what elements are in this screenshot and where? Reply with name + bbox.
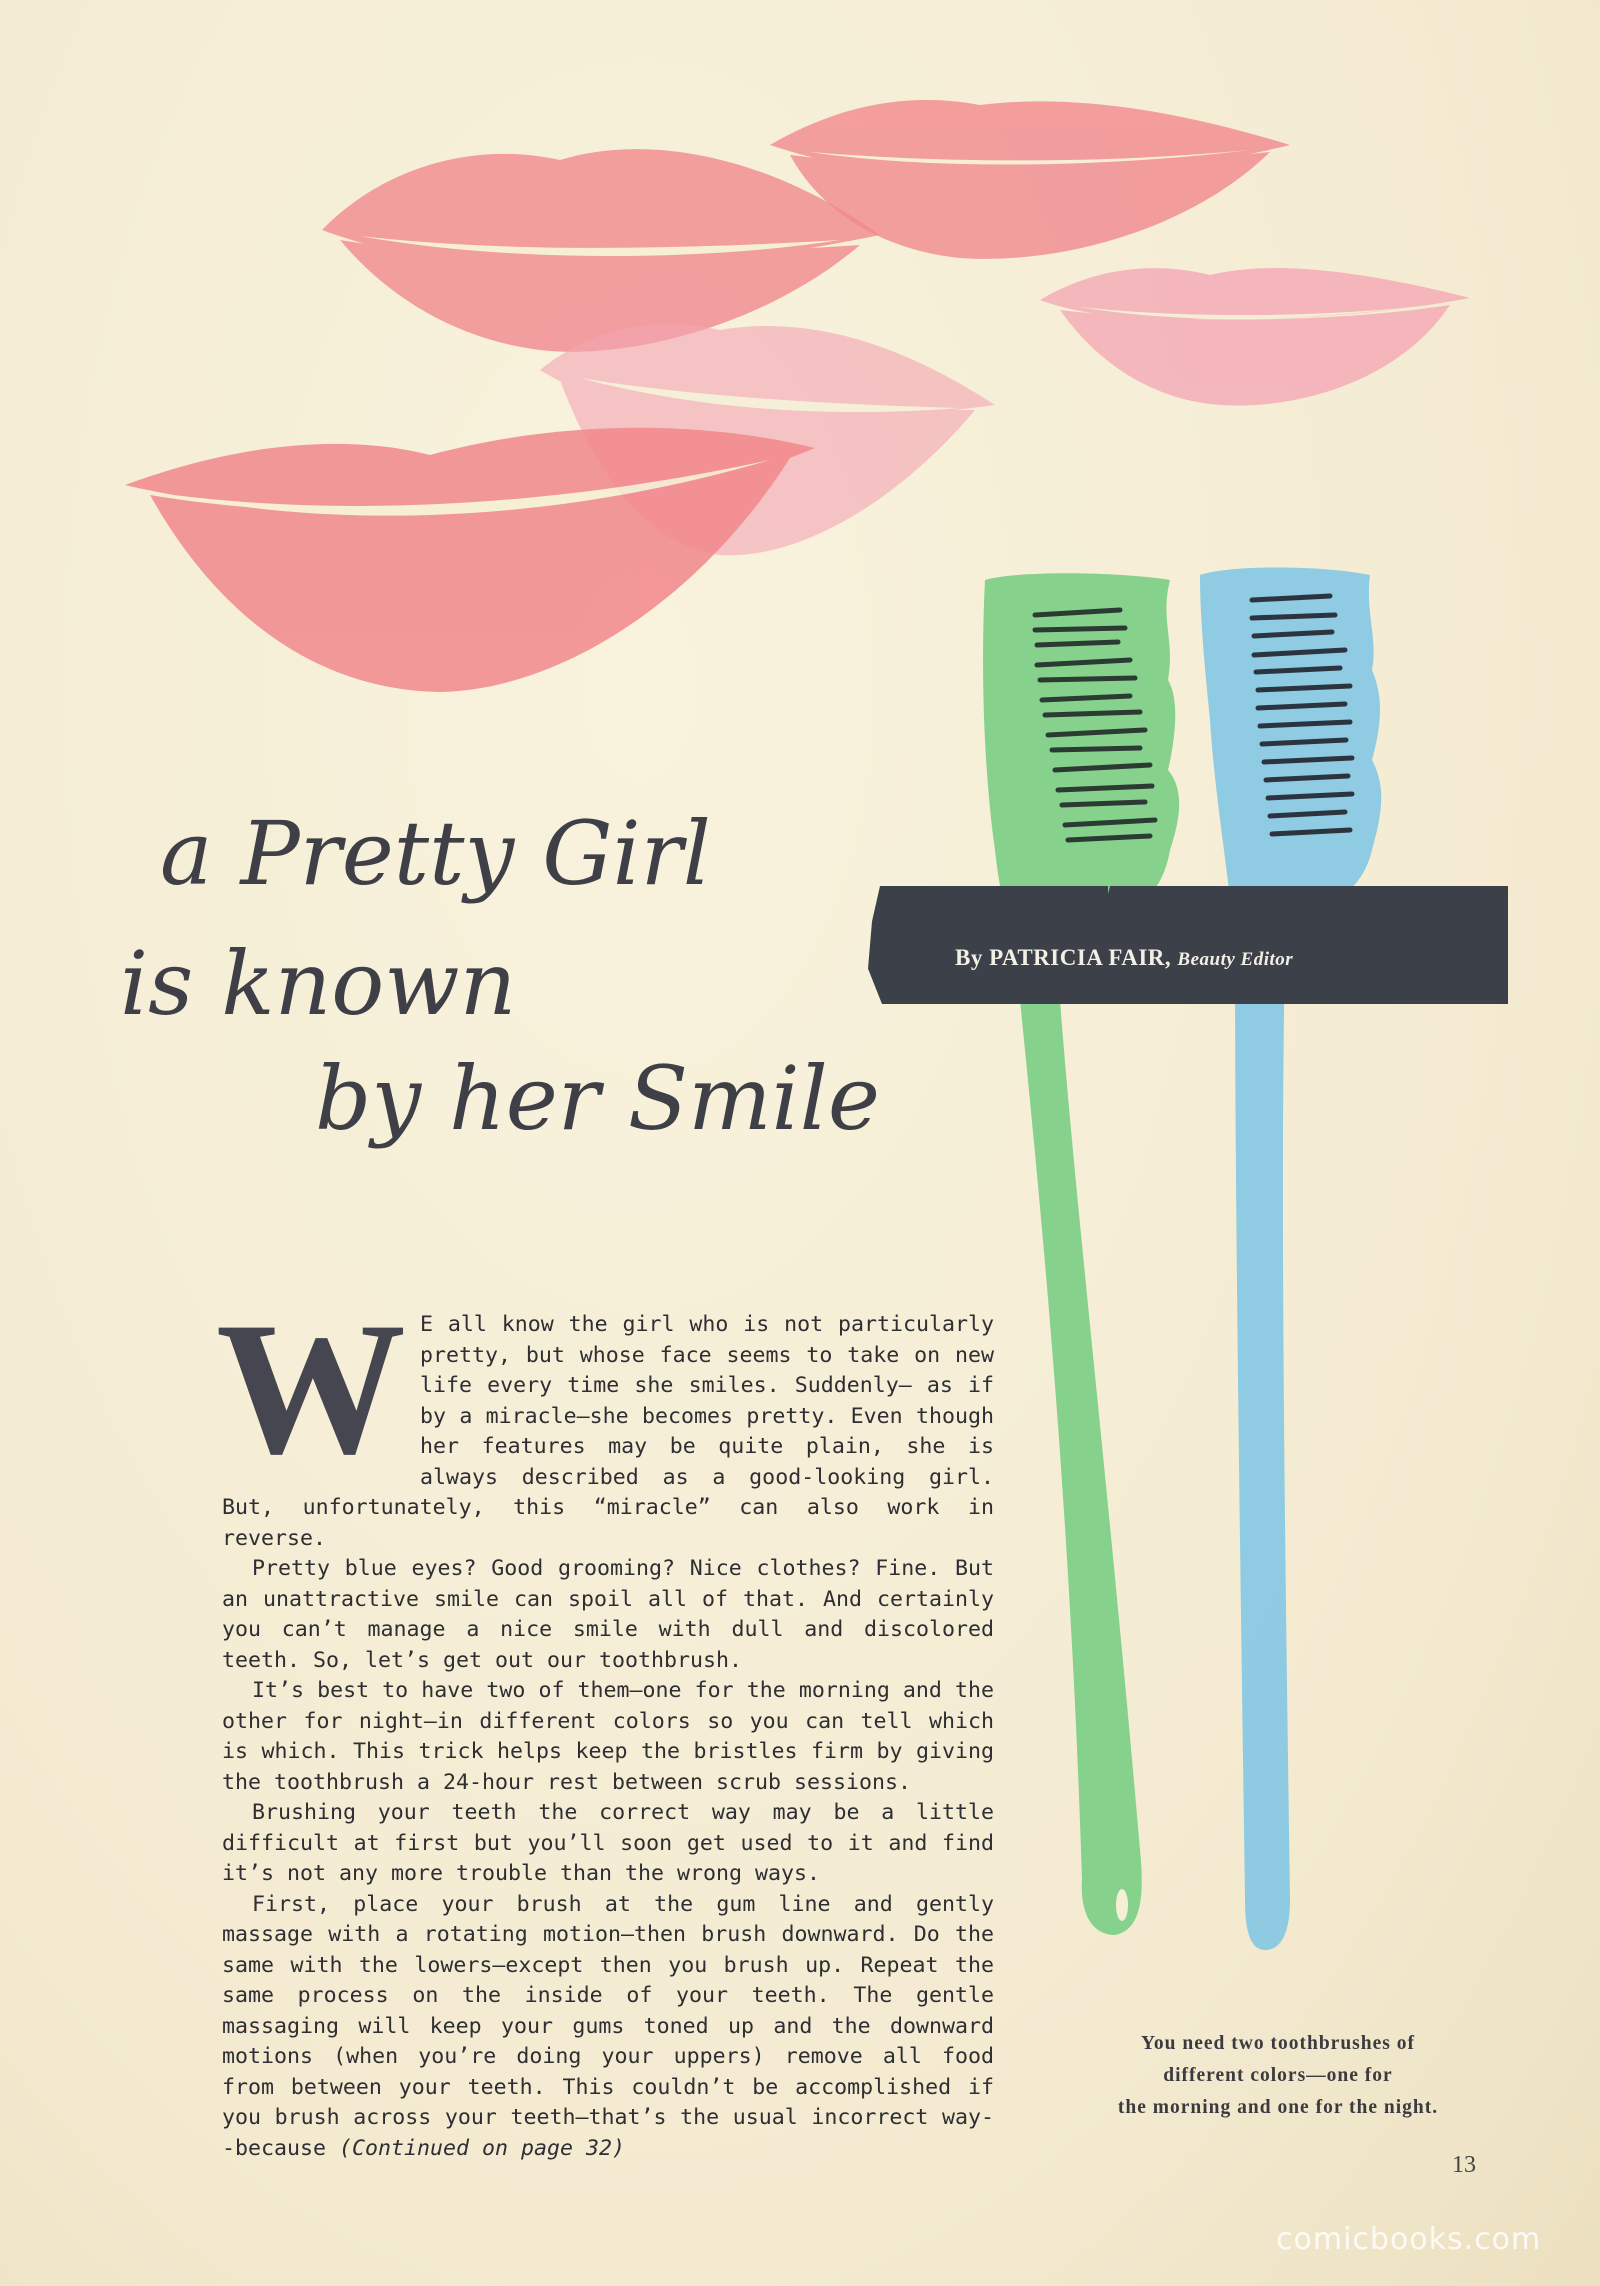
watermark: comicbooks.com — [1276, 2222, 1542, 2257]
caption-line-3: the morning and one for the night. — [1117, 2097, 1439, 2118]
paragraph: Pretty blue eyes? Good grooming? Nice clothes? Fine. But an unattractive smile can spoil all of that. And certainly you can’t manage a nice smile with dull and discolored teeth. So, let’s get out our toothbrush. — [222, 1556, 994, 1673]
article-body — [216, 1284, 994, 2164]
lips-illustration-right — [1040, 268, 1470, 405]
byline-role: Beauty Editor — [1177, 949, 1294, 970]
byline — [955, 945, 1293, 971]
paragraph: Brushing your teeth the correct way may be a little difficult at first but you’ll soon get used to it and find it’s not any more trouble than the wrong ways. — [222, 1800, 994, 1886]
lips-illustration-top-left — [322, 149, 880, 352]
page-number: 13 — [1452, 2152, 1476, 2178]
paragraph: It’s best to have two of them—one for the morning and the other for night—in different colors so you can tell which is which. This trick helps keep the bristles firm by giving the toothbrush a 24-hour rest between scrub sessions. — [222, 1678, 994, 1795]
paragraph-text: E all know the girl who is not particularly pretty, but whose face seems to take on new life every time she smiles. Suddenly— as if by a miracle—she becomes pretty. Even though her features may be quite plain, she is always described as a good-looking girl. But, unfortunately, this “miracle” can also work in reverse. — [222, 1312, 994, 1551]
continued-note: (Continued on page 32) — [339, 2135, 626, 2161]
drop-cap: W — [216, 1284, 406, 1494]
title-line-3: by her Smile — [315, 1047, 880, 1150]
byline-author: By PATRICIA FAIR, — [955, 945, 1172, 970]
paragraph-text: First, place your brush at the gum line and gently massage with a rotating motion—then brush downward. Do the same with the lowers—except then you brush up. Repeat the same process on the inside of your teeth. The gentle massaging will keep your gums toned up and the downward motions (when you’re doing your uppers) remove all food from between your teeth. This couldn’t be accomplished if you brush across your teeth—that’s the usual incorrect way--because — [222, 1891, 994, 2161]
green-toothbrush — [983, 573, 1179, 1935]
title-line-1: a Pretty Girl — [160, 802, 711, 905]
paragraph — [216, 1284, 994, 1554]
lips-illustration-bottom-left — [125, 428, 815, 692]
article-title — [120, 790, 880, 1170]
caption-line-1: You need two toothbrushes of — [1141, 2033, 1415, 2054]
title-line-2: is known — [120, 932, 517, 1035]
image-caption — [1058, 2028, 1498, 2124]
paragraph — [222, 1890, 994, 2165]
blue-toothbrush — [1200, 568, 1381, 1951]
caption-line-2: different colors—one for — [1163, 2065, 1393, 2086]
